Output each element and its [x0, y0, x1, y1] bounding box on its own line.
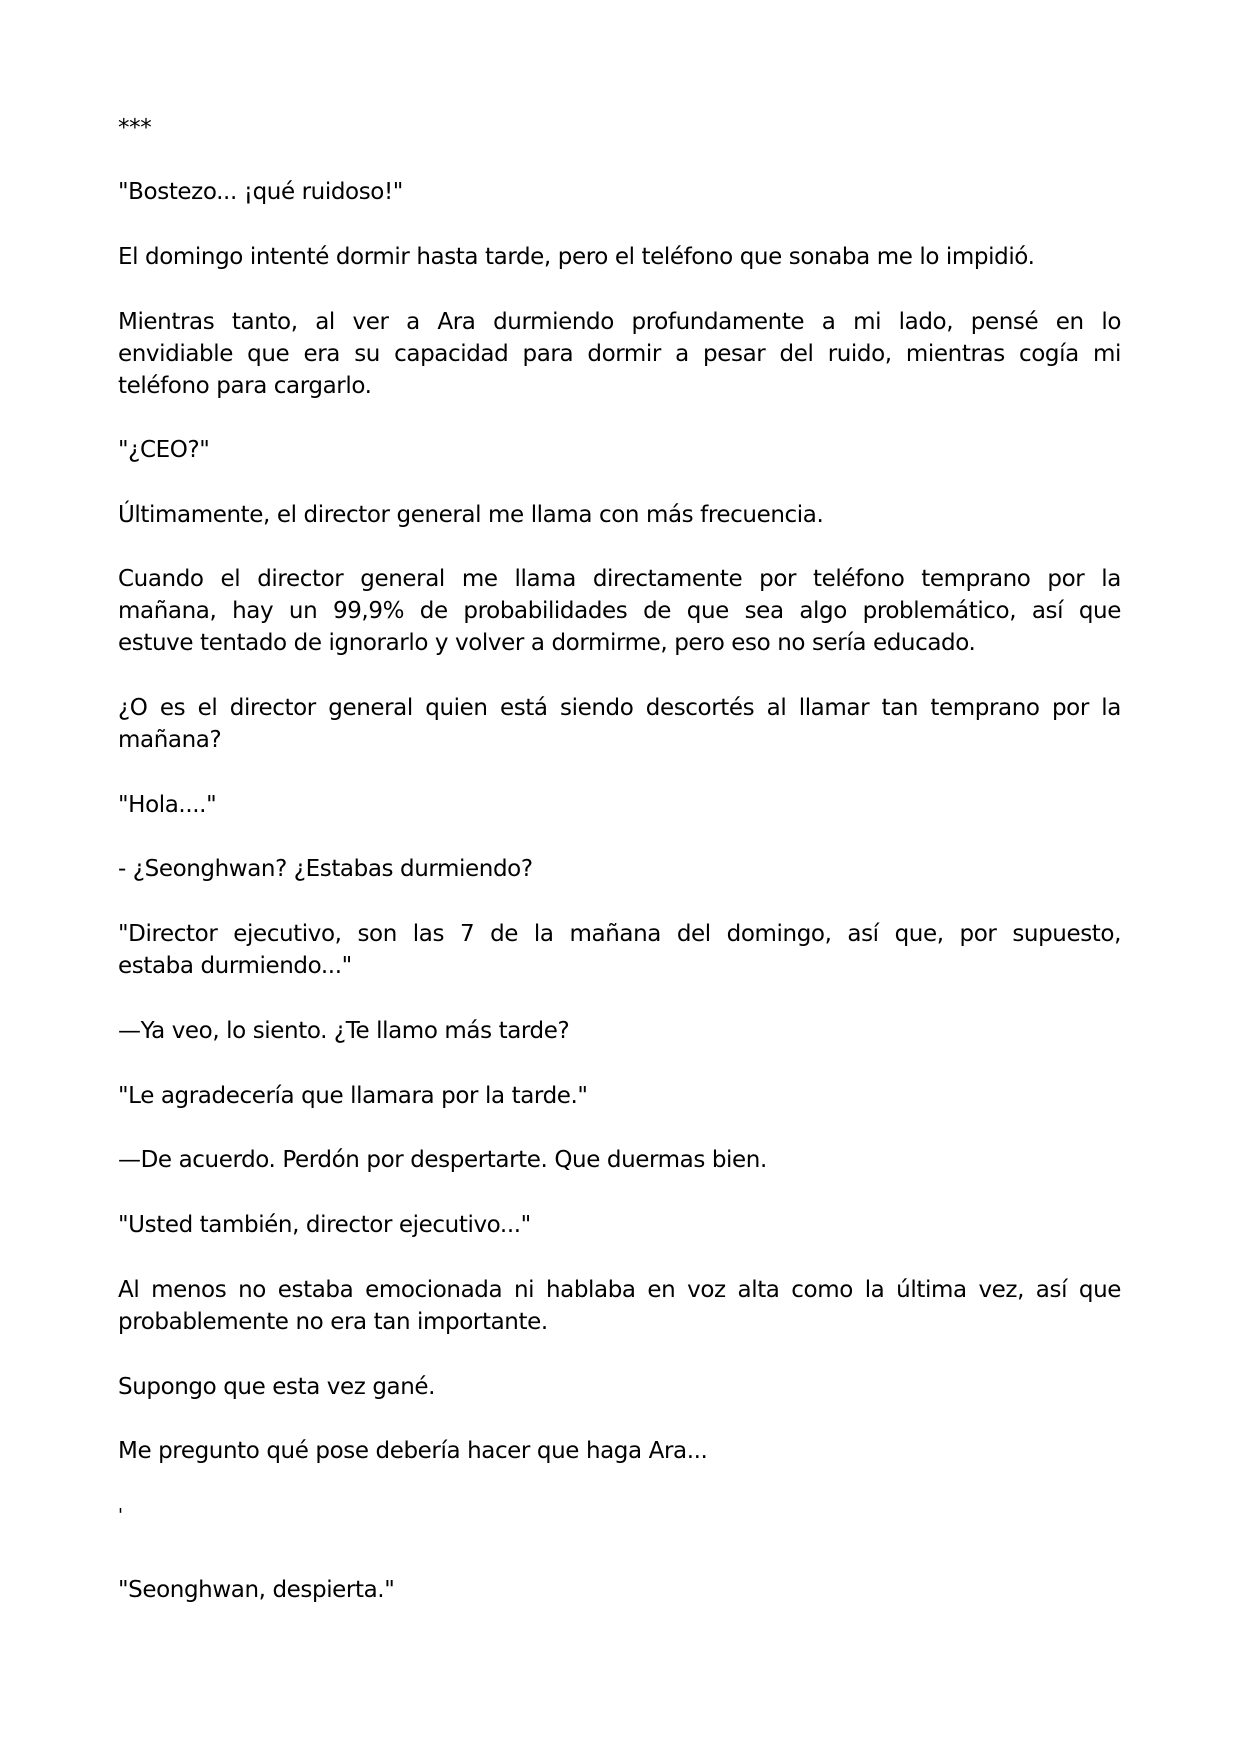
paragraph: [118, 434, 1121, 466]
text-line: "Hola....": [118, 792, 217, 818]
text-line: Últimamente, el director general me llama con más frecuencia.: [118, 502, 824, 528]
text-line: Al menos no estaba emocionada ni hablaba en voz alta como la última vez, así que: [118, 1277, 1121, 1303]
text-line: ': [118, 1505, 123, 1526]
text-line: "Bostezo... ¡qué ruidoso!": [118, 179, 403, 205]
text-line: "Seonghwan, despierta.": [118, 1577, 395, 1603]
paragraph: [118, 1080, 1121, 1112]
scene-break: [118, 112, 1121, 144]
paragraph: [118, 306, 1121, 402]
paragraph: [118, 1144, 1121, 1176]
text-line: ***: [118, 115, 152, 141]
text-line: ¿O es el director general quien está siendo descortés al llamar tan temprano por la: [118, 695, 1121, 721]
text-line: "Director ejecutivo, son las 7 de la mañana del domingo, así que, por supuesto,: [118, 921, 1121, 947]
text-line: El domingo intenté dormir hasta tarde, pero el teléfono que sonaba me lo impidió.: [118, 244, 1035, 270]
paragraph: [118, 563, 1121, 659]
text-line: probablemente no era tan importante.: [118, 1309, 548, 1335]
text-line: - ¿Seonghwan? ¿Estabas durmiendo?: [118, 856, 533, 882]
text-line: estuve tentado de ignorarlo y volver a dormirme, pero eso no sería educado.: [118, 630, 976, 656]
text-line: —De acuerdo. Perdón por despertarte. Que duermas bien.: [118, 1147, 767, 1173]
paragraph: [118, 918, 1121, 982]
stray-mark: [118, 1500, 1121, 1532]
paragraph: [118, 1435, 1121, 1467]
text-line: "Usted también, director ejecutivo...": [118, 1212, 531, 1238]
text-line: "¿CEO?": [118, 437, 210, 463]
text-line: mañana?: [118, 727, 222, 753]
paragraph: [118, 1371, 1121, 1403]
paragraph: [118, 1574, 1121, 1606]
paragraph: [118, 853, 1121, 885]
text-line: estaba durmiendo...": [118, 953, 352, 979]
text-line: Supongo que esta vez gané.: [118, 1374, 436, 1400]
paragraph: [118, 241, 1121, 273]
paragraph: [118, 1209, 1121, 1241]
paragraph: [118, 789, 1121, 821]
text-line: —Ya veo, lo siento. ¿Te llamo más tarde?: [118, 1018, 570, 1044]
paragraph: [118, 1274, 1121, 1338]
text-line: teléfono para cargarlo.: [118, 373, 372, 399]
text-line: envidiable que era su capacidad para dormir a pesar del ruido, mientras cogía mi: [118, 341, 1121, 367]
paragraph: [118, 499, 1121, 531]
text-line: Mientras tanto, al ver a Ara durmiendo profundamente a mi lado, pensé en lo: [118, 309, 1121, 335]
paragraph: [118, 692, 1121, 756]
text-line: mañana, hay un 99,9% de probabilidades de que sea algo problemático, así que: [118, 598, 1121, 624]
paragraph: [118, 176, 1121, 208]
text-line: "Le agradecería que llamara por la tarde.": [118, 1083, 588, 1109]
text-line: Cuando el director general me llama directamente por teléfono temprano por la: [118, 566, 1121, 592]
paragraph: [118, 1015, 1121, 1047]
text-line: Me pregunto qué pose debería hacer que haga Ara...: [118, 1438, 708, 1464]
